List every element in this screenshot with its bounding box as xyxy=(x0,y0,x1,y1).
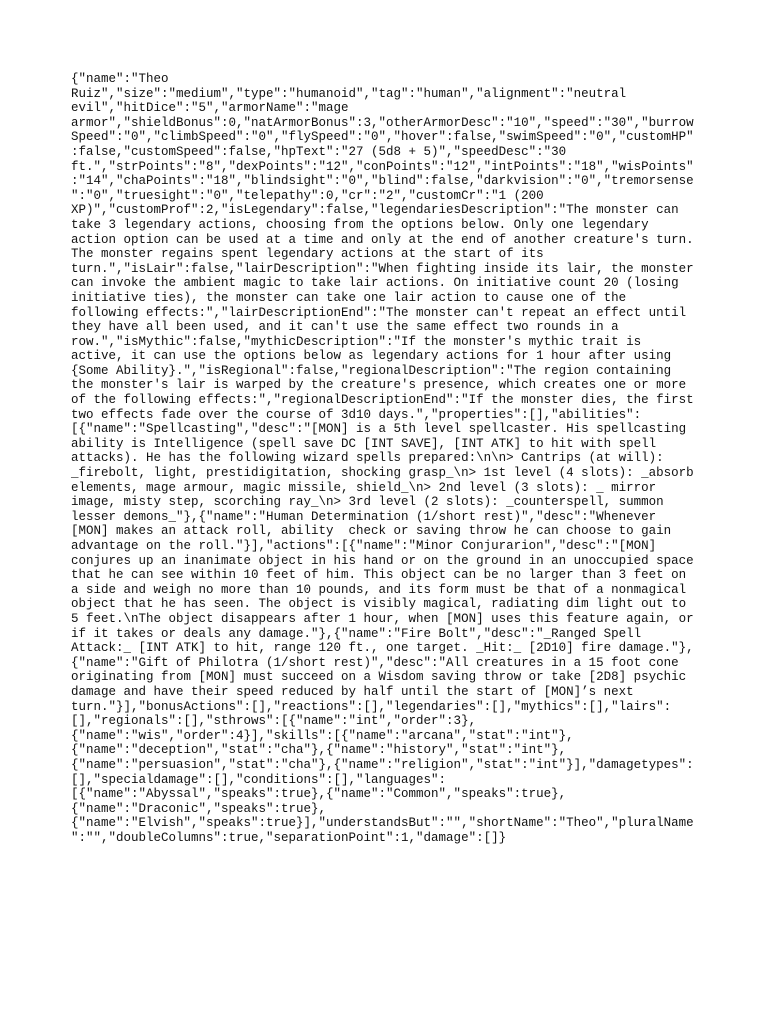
document-line: a side and weigh no more than 10 pounds, and its form must be that of a nonmagical xyxy=(71,582,687,597)
document-line: two effects fade over the course of 3d10 days.","properties":[],"abilities": xyxy=(71,407,642,422)
document-line: {"name":"Gift of Philotra (1/short rest)","desc":"All creatures in a 15 foot cone xyxy=(71,655,679,670)
document-line: ability is Intelligence (spell save DC [INT SAVE], [INT ATK] to hit with spell xyxy=(71,436,657,451)
document-line: [],"specialdamage":[],"conditions":[],"languages": xyxy=(71,772,447,787)
document-line: ft.","strPoints":"8","dexPoints":"12","conPoints":"12","intPoints":"18","wisPoints" xyxy=(71,159,694,174)
document-line: 5 feet.\nThe object disappears after 1 hour, when [MON] uses this feature again, or xyxy=(71,611,694,626)
document-line: can invoke the ambient magic to take lair actions. On initiative count 20 (losing xyxy=(71,276,679,291)
document-line: {"name":"wis","order":4}],"skills":[{"name":"arcana","stat":"int"}, xyxy=(71,728,574,743)
document-line: [{"name":"Abyssal","speaks":true},{"name":"Common","speaks":true}, xyxy=(71,787,567,802)
document-line: turn."}],"bonusActions":[],"reactions":[],"legendaries":[],"mythics":[],"lairs": xyxy=(71,699,672,714)
document-line: :false,"customSpeed":false,"hpText":"27 (5d8 + 5)","speedDesc":"30 xyxy=(71,144,567,159)
document-line: turn.","isLair":false,"lairDescription":"When fighting inside its lair, the monster xyxy=(71,261,694,276)
document-line: the monster's lair is warped by the creature's presence, which creates one or more xyxy=(71,378,687,393)
document-line: damage and have their speed reduced by half until the start of [MON]’s next xyxy=(71,684,634,699)
document-line: :"14","chaPoints":"18","blindsight":"0","blind":false,"darkvision":"0","tremorsense xyxy=(71,174,694,189)
document-line: {"name":"deception","stat":"cha"},{"name":"history","stat":"int"}, xyxy=(71,743,567,758)
document-line: armor","shieldBonus":0,"natArmorBonus":3,"otherArmorDesc":"10","speed":"30","burrow xyxy=(71,115,694,130)
document-line: take 3 legendary actions, choosing from the options below. Only one legendary xyxy=(71,217,649,232)
document-line: [MON] makes an attack roll, ability check or saving throw he can choose to gain xyxy=(71,524,672,539)
document-line: action option can be used at a time and only at the end of another creature's turn. xyxy=(71,232,694,247)
document-line: elements, mage armour, magic missile, shield_\n> 2nd level (3 slots): _ mirror xyxy=(71,480,657,495)
document-line: active, it can use the options below as legendary actions for 1 hour after using xyxy=(71,349,672,364)
document-line: initiative ties), the monster can take one lair action to cause one of the xyxy=(71,290,627,305)
document-line: {"name":"Draconic","speaks":true}, xyxy=(71,801,327,816)
document-line: ":"","doubleColumns":true,"separationPoint":1,"damage":[]} xyxy=(71,830,507,845)
document-page xyxy=(71,72,711,845)
document-line: Speed":"0","climbSpeed":"0","flySpeed":"0","hover":false,"swimSpeed":"0","customHP" xyxy=(71,130,694,145)
document-line: advantage on the roll."}],"actions":[{"name":"Minor Conjurarion","desc":"[MON] xyxy=(71,539,657,553)
document-line: {"name":"persuasion","stat":"cha"},{"name":"religion","stat":"int"}],"damagetypes": xyxy=(71,757,694,772)
document-line: conjures up an inanimate object in his hand or on the ground in an unoccupied space xyxy=(71,553,694,568)
document-line: ":"0","truesight":"0","telepathy":0,"cr":"2","customCr":"1 (200 xyxy=(71,188,544,203)
document-line: Attack:_ [INT ATK] to hit, range 120 ft., one target. _Hit:_ [2D10] fire damage."}, xyxy=(71,641,694,656)
document-line: [],"regionals":[],"sthrows":[{"name":"int","order":3}, xyxy=(71,714,477,729)
document-body xyxy=(71,72,711,845)
document-line: they have all been used, and it can't use the same effect two rounds in a xyxy=(71,320,619,335)
document-line: row.","isMythic":false,"mythicDescription":"If the monster's mythic trait is xyxy=(71,334,642,349)
document-line: attacks). He has the following wizard spells prepared:\n\n> Cantrips (at will): xyxy=(71,451,664,466)
document-line: {"name":"Theo xyxy=(71,72,169,86)
document-line: _firebolt, light, prestidigitation, shocking grasp_\n> 1st level (4 slots): _absorb xyxy=(71,466,694,481)
document-line: {"name":"Elvish","speaks":true}],"understandsBut":"","shortName":"Theo","pluralName xyxy=(71,816,694,831)
document-line: XP)","customProf":2,"isLegendary":false,"legendariesDescription":"The monster can xyxy=(71,203,679,218)
document-line: if it takes or deals any damage."},{"name":"Fire Bolt","desc":"_Ranged Spell xyxy=(71,626,642,641)
document-line: following effects:","lairDescriptionEnd":"The monster can't repeat an effect until xyxy=(71,305,687,320)
document-line: lesser demons_"},{"name":"Human Determination (1/short rest)","desc":"Whenever xyxy=(71,509,657,524)
document-line: originating from [MON] must succeed on a Wisdom saving throw or take [2D8] psychic xyxy=(71,670,687,685)
document-line: that he can see within 10 feet of him. This object can be no larger than 3 feet on xyxy=(71,568,687,583)
document-line: evil","hitDice":"5","armorName":"mage xyxy=(71,101,349,116)
document-line: [{"name":"Spellcasting","desc":"[MON] is a 5th level spellcaster. His spellcasting xyxy=(71,422,687,437)
document-line: Ruiz","size":"medium","type":"humanoid","tag":"human","alignment":"neutral xyxy=(71,86,627,101)
document-line: of the following effects:","regionalDescriptionEnd":"If the monster dies, the first xyxy=(71,393,694,408)
document-line: object that he has seen. The object is visibly magical, radiating dim light out to xyxy=(71,597,687,612)
document-line: image, misty step, scorching ray_\n> 3rd level (2 slots): _counterspell, summon xyxy=(71,495,664,510)
document-line: {Some Ability}.","isRegional":false,"regionalDescription":"The region containing xyxy=(71,363,672,378)
document-line: The monster regains spent legendary actions at the start of its xyxy=(71,247,544,262)
